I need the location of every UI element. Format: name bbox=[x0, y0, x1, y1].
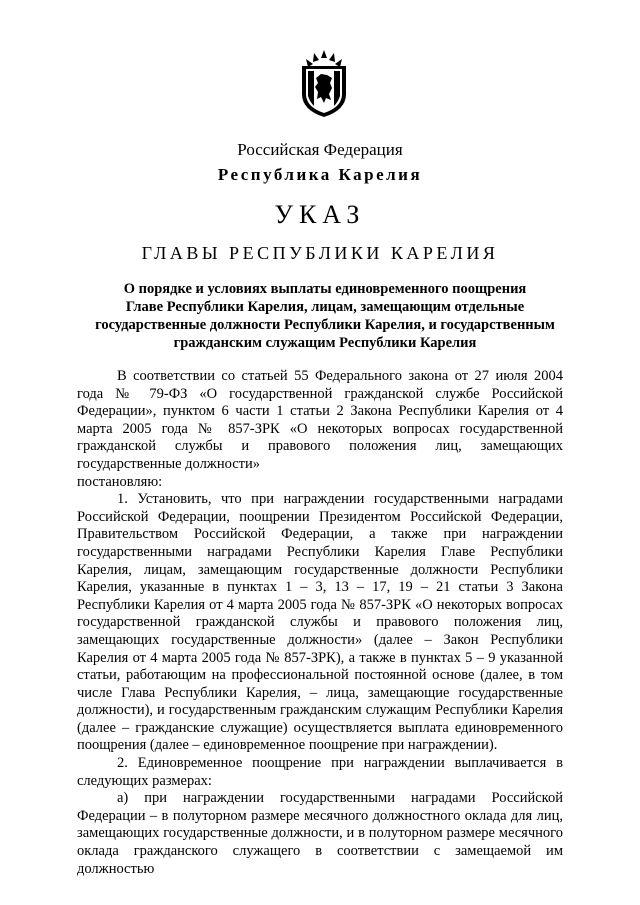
clause-2a-paragraph: а) при награждении государственными наградами Российской Федерации – в полуторном размере месячного должностного оклада для лиц, замещающих государственные должности, и в полуторном размере месячного оклада гражданского служащего в соответствии с замещаемой им должностью bbox=[77, 790, 563, 877]
document-type: УКАЗ bbox=[274, 200, 366, 229]
clause-2-paragraph: 2. Единовременное поощрение при награждении выплачивается в следующих размерах: bbox=[77, 755, 563, 789]
issuer: ГЛАВЫ РЕСПУБЛИКИ КАРЕЛИЯ bbox=[141, 243, 499, 263]
title-line: гражданским служащим Республики Карелия bbox=[173, 335, 477, 351]
title-line: Главе Республики Карелия, лицам, замещающим отдельные bbox=[125, 299, 525, 315]
country-name: Российская Федерация bbox=[237, 140, 403, 159]
karelia-coat-of-arms-icon bbox=[294, 50, 354, 118]
title-line: государственные должности Республики Карелия, и государственным bbox=[95, 317, 555, 333]
clause-1-paragraph: 1. Установить, что при награждении государственными наградами Российской Федерации, поощрении Президентом Российской Федерации, Правительством Российской Федерации, а также при награждении государственными наградами Республики Карелия Главе Республики Карелия, лицам, замещающим государственные должности Республики Карелия, указанные в пунктах 1 – 3, 13 – 17, 19 – 21 статьи 3 Закона Республики Карелия от 4 марта 2005 года № 857-ЗРК «О некоторых вопросах государственной гражданской службы и правового положения лиц, замещающих государственные должности» (далее – Закон Республики Карелия от 4 марта 2005 года № 857-ЗРК), а также в пунктах 5 – 9 указанной статьи, работающим на профессиональной постоянной основе (далее, в том числе Глава Республики Карелия, – лица, замещающие государственные должности), и государственным гражданским служащим Республики Карелия (далее – гражданские служащие) осуществляется выплата единовременного поощрения (далее – единовременное поощрение при награждении). bbox=[77, 491, 563, 754]
decree-body bbox=[77, 368, 563, 878]
republic-name: Республика Карелия bbox=[217, 165, 423, 184]
decree-title bbox=[80, 280, 570, 352]
resolution-word: постановляю: bbox=[77, 473, 163, 490]
title-line: О порядке и условиях выплаты единовременного поощрения bbox=[123, 281, 527, 297]
preamble-paragraph: В соответствии со статьей 55 Федерального закона от 27 июля 2004 года № 79-ФЗ «О государственной гражданской службе Российской Федерации», пунктом 6 части 1 статьи 2 Закона Республики Карелия от 4 марта 2005 года № 857-ЗРК «О некоторых вопросах государственной гражданской службы и правового положения лиц, замещающих государственные должности» bbox=[77, 368, 563, 472]
